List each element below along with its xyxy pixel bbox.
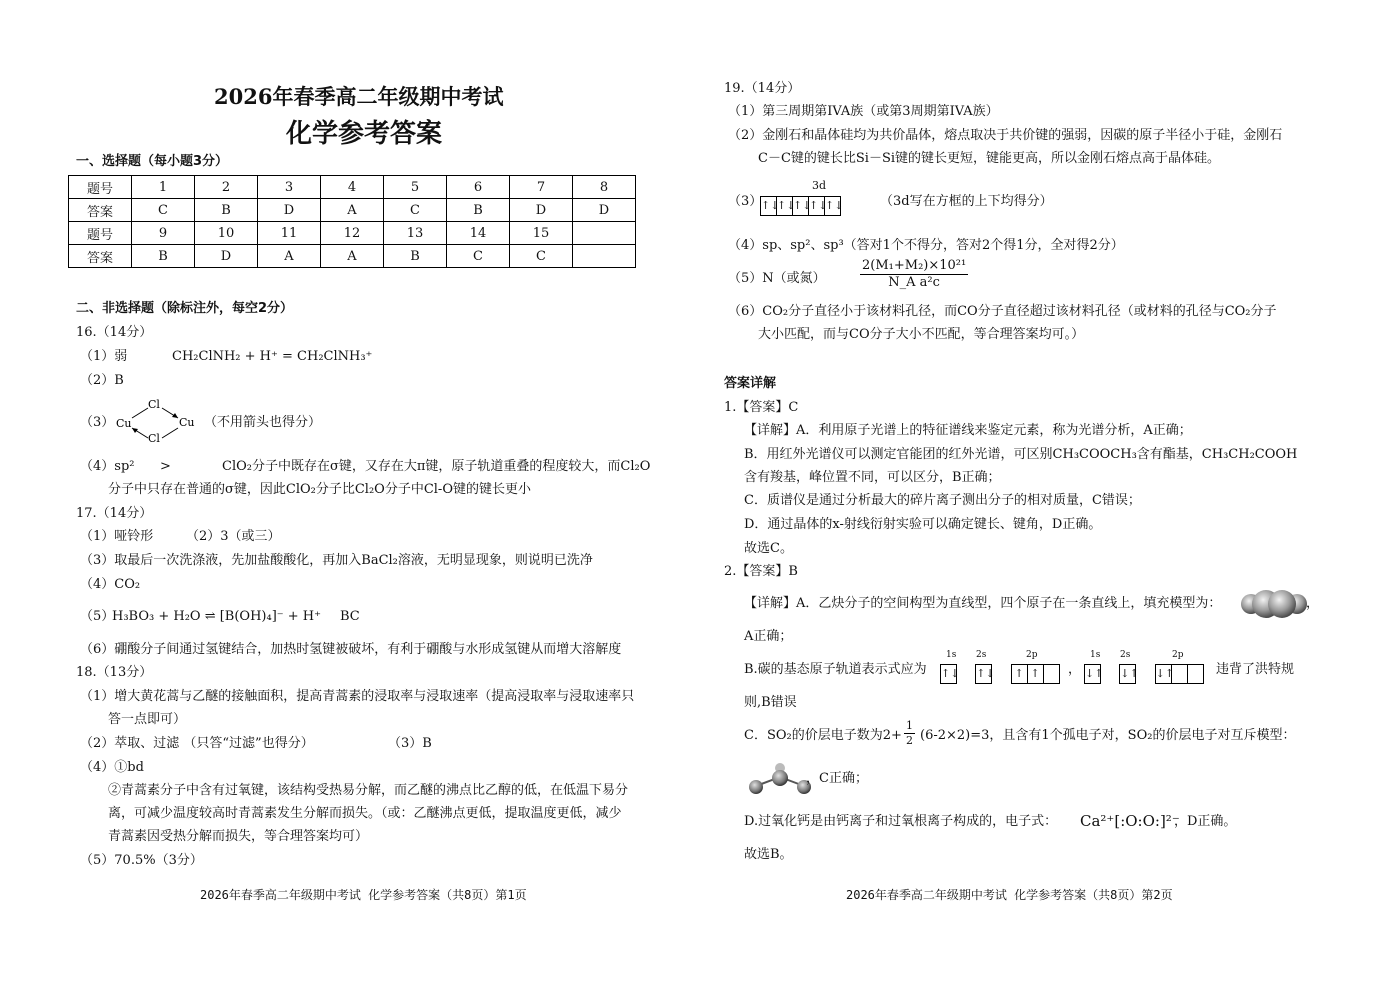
d1-c: 含有羧基，峰位置不同，可以区分，B正确； <box>744 470 1001 485</box>
d1-d: C．质谱仪是通过分析最大的碎片离子测出分子的相对质量，C错误； <box>744 493 1141 508</box>
answer-table-cell: 10 <box>195 222 258 245</box>
d1-answer: 1.【答案】C <box>724 400 799 415</box>
answer-table-cell: 4 <box>321 176 384 199</box>
answer-table-header-cell: 答案 <box>69 199 132 222</box>
answer-table-cell: D <box>510 199 573 222</box>
answer-table-cell: C <box>510 245 573 268</box>
answer-table-cell: C <box>447 245 510 268</box>
answer-table-cell: D <box>195 245 258 268</box>
q16-a4-text2: 分子中只存在普通的σ键，因此ClO₂分子比Cl₂O分子中Cl-O键的键长更小 <box>108 482 531 497</box>
answer-table-cell: D <box>573 199 636 222</box>
page-title: 化学参考答案 <box>286 119 443 149</box>
orbital-separator: ， <box>1068 662 1082 677</box>
q18-a3: （3）B <box>388 736 432 751</box>
answer-table-cell: 11 <box>258 222 321 245</box>
q18-head: 18.（13分） <box>76 665 153 680</box>
q18-a2: （2）萃取、过滤 （只答“过滤”也得分） <box>80 736 314 751</box>
q16-a3: （3） <box>80 415 115 430</box>
d2-g: 故选B。 <box>744 847 793 862</box>
left-page <box>0 0 690 983</box>
q18-a4: （4）①bd <box>80 760 144 775</box>
density-formula <box>860 258 968 291</box>
d2-d2: (6-2×2)=3，且含有1个孤电子对，SO₂的价层电子对互斥模型： <box>920 728 1296 743</box>
q17-a5: （5） <box>80 609 115 624</box>
orb1-2p-label: 2p <box>1026 650 1038 660</box>
answer-table-row <box>69 222 636 245</box>
answer-table-header-cell: 题号 <box>69 176 132 199</box>
answer-table-row <box>69 199 636 222</box>
answer-table-cell: 5 <box>384 176 447 199</box>
d2-c2: 违背了洪特规 <box>1216 662 1295 677</box>
section1-heading: 一、选择题（每小题3分） <box>76 154 229 169</box>
answer-table-cell: 2 <box>195 176 258 199</box>
orb1-1s-label: 1s <box>946 650 957 660</box>
orb1-2s-label: 2s <box>976 650 987 660</box>
q17-a5-equation: H₃BO₃ + H₂O ⇌ [B(OH)₄]⁻ + H⁺ <box>112 609 321 624</box>
d2-b: A正确； <box>744 629 793 644</box>
footer-left: 2026年春季高二年级期中考试 化学参考答案（共8页）第1页 <box>200 888 527 902</box>
orbital-diagram-2: ↓↑ ↓↑ ↓↑ <box>1084 664 1204 684</box>
answer-table-cell <box>573 222 636 245</box>
answer-table-cell: 9 <box>132 222 195 245</box>
cu-right: Cu <box>179 416 195 429</box>
q17-a5-answer: BC <box>340 609 360 624</box>
d2-answer: 2.【答案】B <box>724 564 798 579</box>
answer-table-cell: 1 <box>132 176 195 199</box>
q19-head: 19.（14分） <box>724 81 801 96</box>
d1-e: D．通过晶体的x-射线衍射实验可以确定键长、键角，D正确。 <box>744 517 1102 532</box>
right-page <box>700 0 1391 983</box>
q19-a3-note: （3d写在方框的上下均得分） <box>880 194 1053 209</box>
d2-a: 【详解】A．乙炔分子的空间构型为直线型，四个原子在一条直线上，填充模型为： <box>744 596 1222 611</box>
answer-table-cell: B <box>132 245 195 268</box>
half-num: 1 <box>906 719 913 732</box>
answer-table-cell: B <box>447 199 510 222</box>
d2-f: D.过氧化钙是由钙离子和过氧根离子构成的，电子式： <box>744 814 1058 829</box>
orb2-2p-label: 2p <box>1172 650 1184 660</box>
formula-numerator: 2(M₁+M₂)×10²¹ <box>862 258 967 273</box>
d2-a-comma: ， <box>1306 596 1320 611</box>
q19-a6b: 大小匹配，而与CO分子大小不匹配，等合理答案均可。） <box>758 327 1085 342</box>
answer-table-cell: B <box>384 245 447 268</box>
answer-table-row <box>69 176 636 199</box>
answer-table-cell: B <box>195 199 258 222</box>
d2-e: ，C正确； <box>806 771 868 786</box>
d1-f: 故选C。 <box>744 541 793 556</box>
answer-table-header-cell: 题号 <box>69 222 132 245</box>
answer-table-cell: 15 <box>510 222 573 245</box>
cl-top: Cl <box>148 398 160 411</box>
q16-head: 16.（14分） <box>76 325 153 340</box>
q18-a1b: 答一点即可） <box>108 712 187 727</box>
3d-label: 3d <box>812 179 827 192</box>
q19-a6: （6）CO₂分子直径小于该材料孔径，而CO分子直径超过该材料孔径（或材料的孔径与CO₂分子 <box>728 304 1277 319</box>
d1-a: 【详解】A．利用原子光谱上的特征谱线来鉴定元素，称为光谱分析，A正确； <box>744 423 1192 438</box>
answer-table-cell: 14 <box>447 222 510 245</box>
details-heading: 答案详解 <box>724 376 777 391</box>
q17-a6: （6）硼酸分子间通过氢键结合，加热时氢键被破坏，有利于硼酸与水形成氢键从而增大溶解度 <box>80 642 622 657</box>
answer-table-cell: C <box>384 199 447 222</box>
answer-table-cell: A <box>258 245 321 268</box>
q18-a1: （1）增大黄花蒿与乙醚的接触面积，提高青蒿素的浸取率与浸取速率（提高浸取率与浸取速率只 <box>80 689 635 704</box>
d2-f2: ，D正确。 <box>1174 814 1237 829</box>
exam-title: 2026年春季高二年级期中考试 <box>214 84 504 109</box>
d2-d: C．SO₂的价层电子数为2+ <box>744 728 902 743</box>
q19-a5: （5）N（或氮） <box>728 271 826 286</box>
orbital-diagram-1: ↑↓ ↑↓ ↑ ↑ <box>940 664 1060 684</box>
orb2-1s-label: 1s <box>1090 650 1101 660</box>
cl-bottom: Cl <box>148 432 160 444</box>
footer-right: 2026年春季高二年级期中考试 化学参考答案（共8页）第2页 <box>846 888 1173 902</box>
d1-b: B．用红外光谱仪可以测定官能团的红外光谱，可区别CH₃COOCH₃含有酯基，CH₃CH₂COOH <box>744 447 1298 462</box>
q16-a4-gt: > <box>160 459 171 474</box>
cu2cl2-structure <box>112 396 204 444</box>
answer-table-cell: C <box>132 199 195 222</box>
answer-table <box>68 175 636 268</box>
answer-table-cell: 6 <box>447 176 510 199</box>
q18-a4c: 离，可减少温度较高时青蒿素发生分解而损失。（或：乙醚沸点更低，提取温度更低，减少 <box>108 806 622 821</box>
q17-a2: （2）3（或三） <box>186 529 281 544</box>
q18-a4b: ②青蒿素分子中含有过氧键，该结构受热易分解，而乙醚的沸点比乙醇的低，在低温下易分 <box>108 783 629 798</box>
q18-a5: （5）70.5%（3分） <box>80 853 203 868</box>
answer-table-cell: D <box>258 199 321 222</box>
cu-left: Cu <box>116 417 132 430</box>
section2-heading: 二、非选择题（除标注外，每空2分） <box>76 301 294 316</box>
q19-a4: （4）sp、sp²、sp³（答对1个不得分，答对2个得1分，全对得2分） <box>728 238 1124 253</box>
half-den: 2 <box>906 734 913 747</box>
cao2-electron-formula: Ca²⁺[:O:O:]²⁻ <box>1080 812 1180 830</box>
orb2-2s-label: 2s <box>1120 650 1131 660</box>
answer-table-cell: A <box>321 199 384 222</box>
half-fraction <box>904 719 915 748</box>
q18-a4d: 青蒿素因受热分解而损失，等合理答案均可） <box>108 829 369 844</box>
3d-orbital-box: ↑↓↑↓↑↓↑↓↑↓ <box>760 196 841 216</box>
answer-table-cell: 13 <box>384 222 447 245</box>
answer-table-header-cell: 答案 <box>69 245 132 268</box>
answer-table-cell: 3 <box>258 176 321 199</box>
d2-c3: 则,B错误 <box>744 695 797 710</box>
acetylene-space-filling-model <box>1239 587 1309 621</box>
q16-a1-equation: CH₂ClNH₂ + H⁺ = CH₂ClNH₃⁺ <box>172 349 373 364</box>
q16-a4: （4）sp² <box>80 459 135 474</box>
q19-a3: （3） <box>728 194 763 209</box>
q17-head: 17.（14分） <box>76 506 153 521</box>
answer-table-row <box>69 245 636 268</box>
q17-a3: （3）取最后一次洗涤液，先加盐酸酸化，再加入BaCl₂溶液，无明显现象，则说明已洗净 <box>80 553 593 568</box>
d2-c: B.碳的基态原子轨道表示式应为 <box>744 662 927 677</box>
q16-a3-note: （不用箭头也得分） <box>204 415 322 430</box>
q16-a4-text: ClO₂分子中既存在σ键，又存在大π键，原子轨道重叠的程度较大，而Cl₂O <box>222 459 651 474</box>
q19-a2b: C－C键的键长比Si－Si键的键长更短，键能更高，所以金刚石熔点高于晶体硅。 <box>758 151 1221 166</box>
q19-a1: （1）第三周期第IVA族（或第3周期第IVA族） <box>728 104 999 119</box>
q17-a1: （1）哑铃形 <box>80 529 154 544</box>
q16-a2: （2）B <box>80 373 124 388</box>
q17-a4: （4）CO₂ <box>80 577 141 592</box>
answer-table-cell: 8 <box>573 176 636 199</box>
answer-table-cell: 12 <box>321 222 384 245</box>
answer-table-cell <box>573 245 636 268</box>
answer-table-cell: A <box>321 245 384 268</box>
formula-denominator: N_A a²c <box>888 275 940 290</box>
q19-a2: （2）金刚石和晶体硅均为共价晶体，熔点取决于共价键的强弱，因碳的原子半径小于硅，金刚石 <box>728 128 1283 143</box>
answer-table-cell: 7 <box>510 176 573 199</box>
q16-a1: （1）弱 <box>80 349 128 364</box>
